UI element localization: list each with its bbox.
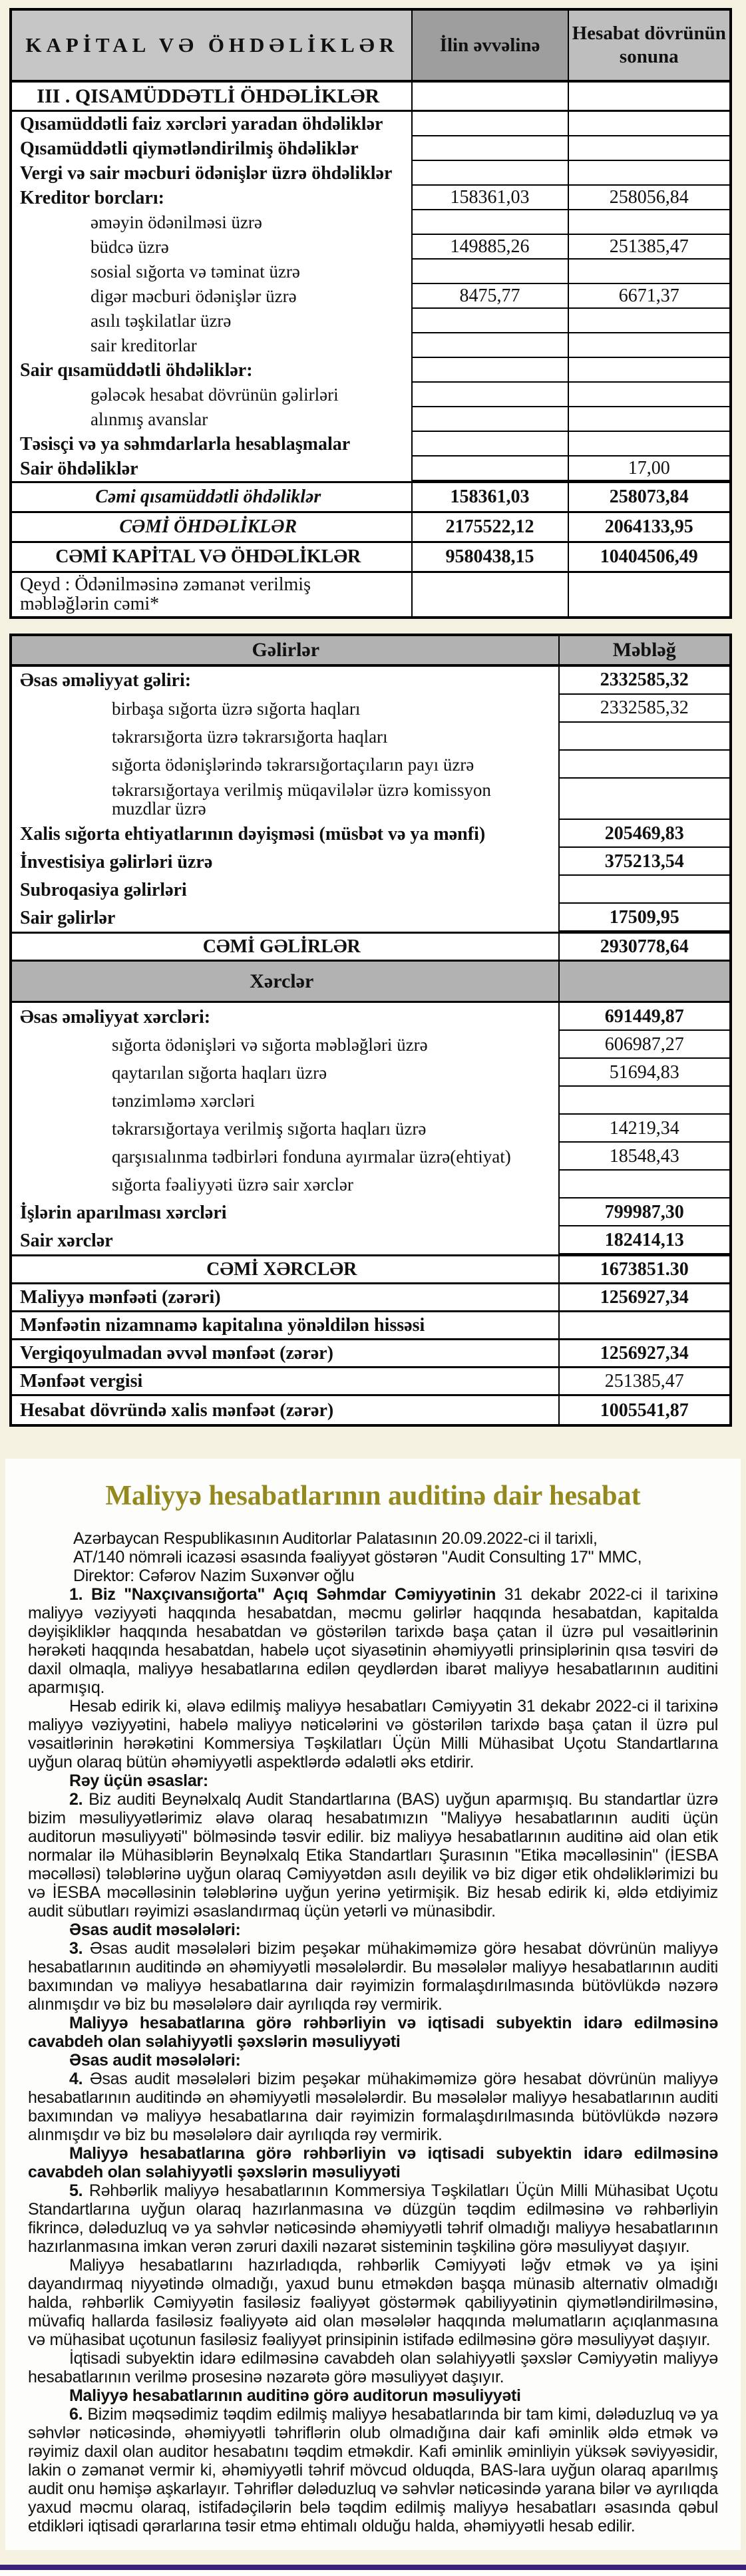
row-label: CƏMİ KAPİTAL VƏ ÖHDƏLİKLƏR bbox=[12, 543, 413, 573]
row-label: təkrarsığortaya verilmiş sığorta haqları üzrə bbox=[12, 1115, 560, 1143]
row-value-period-end: 258056,84 bbox=[569, 186, 729, 210]
table-row bbox=[12, 186, 729, 210]
table-row bbox=[12, 573, 729, 616]
row-label: sosial sığorta və təminat üzrə bbox=[12, 260, 413, 284]
row-value-amount bbox=[560, 1171, 729, 1198]
report-paragraph: Maliyyə hesabatlarına görə rəhbərliyin və iqtisadi subyektin idarə edilməsinə cavabdeh olan səlahiyyətli şəxslərin məsuliyyəti bbox=[28, 2014, 718, 2052]
table-row bbox=[12, 723, 729, 751]
row-label: İnvestisiya gəlirləri üzrə bbox=[12, 848, 560, 876]
row-label: Subroqasiya gəlirləri bbox=[12, 876, 560, 904]
row-label: Sair xərclər bbox=[12, 1226, 560, 1254]
row-value-year-begin bbox=[413, 432, 569, 457]
table-row bbox=[12, 1284, 729, 1312]
row-value-period-end bbox=[569, 83, 729, 112]
report-paragraph: Hesab edirik ki, əlavə edilmiş maliyyə hesabatları Cəmiyyətin 31 dekabr 2022-ci il tarixinə maliyyə vəziyyətini, habelə maliyyə nəticələrini və göstərilən tarixdə başa çatan il üzrə pul vəsaitlərinin hərəkətini Kommersiya Təşkilatları Üçün Milli Mühasibat Uçotu Standartlarına uyğun olaraq bütün əhəmiyyətli aspektlərdə ədalətli əks etdirir. bbox=[28, 1697, 718, 1772]
audit-report-section bbox=[5, 1459, 741, 2550]
row-value-amount: 691449,87 bbox=[560, 1003, 729, 1031]
row-value-period-end bbox=[569, 210, 729, 235]
row-value-year-begin: 8475,77 bbox=[413, 284, 569, 309]
row-label: Əsas əməliyyat xərcləri: bbox=[12, 1003, 560, 1031]
table-row bbox=[12, 695, 729, 723]
row-value-year-begin bbox=[413, 573, 569, 616]
report-paragraph: Əsas audit məsələləri: bbox=[69, 2051, 241, 2070]
table-row bbox=[12, 1087, 729, 1115]
row-label: CƏMİ ÖHDƏLİKLƏR bbox=[12, 513, 413, 543]
capital-table-header-row bbox=[12, 11, 729, 83]
table-row bbox=[12, 932, 729, 962]
row-label: Hesabat dövründə xalis mənfəət (zərər) bbox=[12, 1396, 560, 1424]
bottom-margin bbox=[0, 2570, 746, 2576]
row-label: Qısamüddətli qiymətləndirilmiş öhdəliklər bbox=[12, 136, 413, 161]
table-row bbox=[12, 1226, 729, 1254]
row-label: Cəmi qısamüddətli öhdəliklər bbox=[12, 483, 413, 513]
table-row bbox=[12, 309, 729, 333]
row-value-amount: 606987,27 bbox=[560, 1031, 729, 1059]
table-row bbox=[12, 848, 729, 876]
income-table-title: Gəlirlər bbox=[12, 636, 560, 664]
row-value-amount: 251385,47 bbox=[560, 1368, 729, 1396]
column-header-period-end: Hesabat dövrünün sonuna bbox=[569, 11, 729, 80]
row-value-year-begin bbox=[413, 333, 569, 358]
row-value-period-end bbox=[569, 573, 729, 616]
row-label: Təsisçi və ya səhmdarlarla hesablaşmalar bbox=[12, 432, 413, 457]
row-label: İşlərin aparılması xərcləri bbox=[12, 1198, 560, 1226]
row-label: Qısamüddətli faiz xərcləri yaradan öhdəliklər bbox=[12, 112, 413, 136]
row-label: Xərclər bbox=[12, 962, 560, 1003]
report-paragraph: 3. Əsas audit məsələləri bizim peşəkar mühakiməmizə görə hesabat dövrünün maliyyə hesabatlarının auditində ən əhəmiyyətli məsələlərdir. Bu məsələlər maliyyə hesabatlarının auditi baxımından və maliyyə hesabatlarına dair rəyimizin formalaşdırılmasında bütövlükdə nəzərə alınmışdır və biz bu məsələlərə dair ayrılıqda rəy vermirik. bbox=[28, 1939, 718, 2014]
row-value-period-end: 258073,84 bbox=[569, 483, 729, 513]
row-label: Mənfəətin nizamnamə kapitalına yönəldilən hissəsi bbox=[12, 1312, 560, 1340]
row-label: sığorta fəaliyyəti üzrə sair xərclər bbox=[12, 1171, 560, 1198]
row-value-amount: 1673851.30 bbox=[560, 1256, 729, 1284]
row-value-amount bbox=[560, 962, 729, 1003]
row-value-year-begin: 158361,03 bbox=[413, 186, 569, 210]
row-value-amount bbox=[560, 876, 729, 904]
report-paragraph: Direktor: Cəfərov Nazim Suxənvər oğlu bbox=[73, 1566, 355, 1586]
row-label: sığorta ödənişləri və sığorta məbləğləri üzrə bbox=[12, 1031, 560, 1059]
row-value-year-begin: 9580438,15 bbox=[413, 543, 569, 573]
table-row bbox=[12, 161, 729, 186]
row-label: Sair gəlirlər bbox=[12, 904, 560, 932]
row-value-period-end bbox=[569, 358, 729, 383]
row-value-amount: 1256927,34 bbox=[560, 1284, 729, 1312]
row-value-period-end: 6671,37 bbox=[569, 284, 729, 309]
row-value-year-begin bbox=[413, 260, 569, 284]
row-label: qarşısıalınma tədbirləri fonduna ayırmalar üzrə(ehtiyat) bbox=[12, 1143, 560, 1171]
row-value-year-begin: 149885,26 bbox=[413, 235, 569, 260]
table-row bbox=[12, 1171, 729, 1198]
table-row bbox=[12, 333, 729, 358]
row-value-year-begin: 2175522,12 bbox=[413, 513, 569, 543]
row-value-amount: 799987,30 bbox=[560, 1198, 729, 1226]
section-gap bbox=[0, 1427, 746, 1459]
table-row bbox=[12, 904, 729, 932]
report-paragraph: Maliyyə hesabatlarına görə rəhbərliyin və iqtisadi subyektin idarə edilməsinə cavabdeh olan səlahiyyətli şəxslərin məsuliyyəti bbox=[28, 2144, 718, 2182]
row-value-amount: 1005541,87 bbox=[600, 1399, 689, 1421]
report-title: Maliyyə hesabatlarının auditinə dair hesabat bbox=[105, 1481, 641, 1512]
report-paragraph: Maliyyə hesabatlarını hazırladıqda, rəhbərlik Cəmiyyəti ləğv etmək və ya işini dayandırmaq niyyətində olmadığı, yaxud bunu etməkdən başqa münasib alternativ olmadığı halda, rəhbərlik Cəmiyyətin fasiləsiz fəaliyyət göstərmək qabiliyyətinin qiymətləndirilməsinə, müvafiq hallarda fasiləsiz fəaliyyətə aid olan məsələlər haqqında məlumatların açıqlanmasına və mühasibat uçotunun fasiləsiz fəaliyyət prinsipinin istifadə edilməsinə görə məsuliyyət daşıyır. bbox=[28, 2256, 718, 2350]
row-value-period-end bbox=[569, 383, 729, 407]
row-value-amount: 205469,83 bbox=[560, 820, 729, 848]
row-value-amount: 1256927,34 bbox=[560, 1340, 729, 1368]
row-label: Qeyd : Ödənilməsinə zəmanət verilmiş məbləğlərin cəmi* bbox=[12, 573, 413, 616]
footer-accent-line bbox=[0, 2565, 746, 2570]
row-label: Maliyyə mənfəəti (zərəri) bbox=[12, 1284, 560, 1312]
row-value-amount: 17509,95 bbox=[560, 904, 729, 932]
row-value-period-end bbox=[569, 432, 729, 457]
table-row bbox=[12, 1198, 729, 1226]
row-value-year-begin bbox=[413, 210, 569, 235]
table-row bbox=[12, 513, 729, 543]
capital-liabilities-table bbox=[9, 8, 732, 619]
report-body bbox=[28, 1529, 718, 2535]
table-row bbox=[12, 407, 729, 432]
row-value-year-begin bbox=[413, 383, 569, 407]
row-label: qaytarılan sığorta haqları üzrə bbox=[12, 1059, 560, 1087]
table-row bbox=[12, 136, 729, 161]
row-value-period-end bbox=[569, 260, 729, 284]
row-value-year-begin bbox=[413, 309, 569, 333]
report-paragraph: 5. Rəhbərlik maliyyə hesabatlarının Kommersiya Təşkilatları Üçün Milli Mühasibat Uçotu Standartlarına uyğun olaraq hazırlanmasına və düzgün təqdim edilməsinə və rəhbərliyin fikrincə, dələduzluq və ya səhvlər nəticəsində əhəmiyyətli təhrif olmadığı maliyyə hesabatlarının hazırlanmasına imkan verən zəruri daxili nəzarət sisteminin təşkilinə görə məsuliyyət daşıyır. bbox=[28, 2181, 718, 2257]
table-row bbox=[12, 820, 729, 848]
row-label: əməyin ödənilməsi üzrə bbox=[12, 210, 413, 235]
row-value-amount bbox=[560, 1087, 729, 1115]
row-label: CƏMİ XƏRCLƏR bbox=[12, 1256, 560, 1284]
row-label: alınmış avanslar bbox=[12, 407, 413, 432]
row-value-amount bbox=[560, 1312, 729, 1340]
top-margin bbox=[0, 0, 746, 8]
table-row bbox=[12, 457, 729, 481]
row-value-period-end bbox=[569, 161, 729, 186]
row-value-period-end bbox=[569, 333, 729, 358]
row-value-period-end bbox=[569, 407, 729, 432]
row-label: Vergiqoyulmadan əvvəl mənfəət (zərər) bbox=[12, 1340, 560, 1368]
table-row bbox=[12, 1396, 729, 1424]
row-value-year-begin bbox=[413, 457, 569, 481]
row-label: III . QISAMÜDDƏTLİ ÖHDƏLİKLƏR bbox=[12, 83, 413, 112]
row-value-amount: 375213,54 bbox=[560, 848, 729, 876]
row-label: Kreditor borcları: bbox=[12, 186, 413, 210]
row-value-amount: 14219,34 bbox=[560, 1115, 729, 1143]
table-row bbox=[12, 481, 729, 513]
row-value-period-end: 2064133,95 bbox=[569, 513, 729, 543]
table-row bbox=[12, 1143, 729, 1171]
row-value-year-begin bbox=[413, 358, 569, 383]
row-value-amount: 2332585,32 bbox=[560, 695, 729, 723]
row-value-period-end bbox=[569, 112, 729, 136]
row-label: təkrarsığortaya verilmiş müqavilələr üzrə komissyon muzdlar üzrə bbox=[12, 779, 560, 821]
row-value-period-end bbox=[569, 136, 729, 161]
row-label: Sair öhdəliklər bbox=[12, 457, 413, 481]
row-value-year-begin bbox=[413, 407, 569, 432]
report-paragraph: Əsas audit məsələləri: bbox=[69, 1921, 241, 1940]
table-row bbox=[12, 1312, 729, 1340]
row-value-period-end: 251385,47 bbox=[569, 235, 729, 260]
row-value-amount bbox=[560, 723, 729, 751]
row-label: Mənfəət vergisi bbox=[12, 1368, 560, 1396]
table-row bbox=[12, 751, 729, 779]
table-row bbox=[12, 235, 729, 260]
report-paragraph: 1. Biz "Naxçıvansığorta" Açıq Səhmdar Cəmiyyətinin 31 dekabr 2022-ci il tarixinə maliyyə vəziyyəti haqqında hesabatdan, məcmu gəlirlər haqqında hesabatdan, kapitalda dəyişikliklər haqqında hesabatdan və göstərilən tarixdə başa çatan il üzrə pul vəsaitlərinin hərəkəti haqqında hesabatdan, habelə uçot siyasətinin əhəmiyyətli prinsiplərinin qısa təsviri də daxil olmaqla, maliyyə hesabatlarına edilən qeydlərdən ibarət maliyyə hesabatlarının auditini aparmışıq. bbox=[28, 1585, 719, 1698]
table-row bbox=[12, 1003, 729, 1031]
report-paragraph: 4. Əsas audit məsələləri bizim peşəkar mühakiməmizə görə hesabat dövrünün maliyyə hesabatlarının auditində ən əhəmiyyətli məsələlərdir. Bu məsələlər maliyyə hesabatlarının auditi baxımından və maliyyə hesabatlarına dair rəyimizin formalaşdırılmasında bütövlükdə nəzərə alınmışdır və biz bu məsələlərə dair ayrılıqda rəy vermirik. bbox=[28, 2070, 718, 2145]
row-value-year-begin bbox=[413, 161, 569, 186]
row-value-period-end bbox=[569, 309, 729, 333]
table-row bbox=[12, 284, 729, 309]
report-paragraph: 6. Bizim məqsədimiz təqdim edilmiş maliyyə hesabatlarında bir tam kimi, dələduzluq və ya səhvlər nəticəsində, əhəmiyyətli təhriflərin olub olmadığına dair kafi əminlik əldə etmək və rəyimiz daxil olan auditor hesabatını təqdim etməkdir. Kafi əminlik əminliyin yüksək səviyyəsidir, lakin o zəmanət vermir ki, əhəmiyyətli təhrif mövcud olduqda, BAS-lara uyğun olaraq aparılmış audit onu həmişə aşkarlayır. Təhriflər dələduzluq və səhvlər nəticəsində yarana bilər və ayrılıqda yaxud məcmu olaraq, istifadəçilərin belə təqdim edilmiş maliyyə hesabatları əsasında qəbul etdikləri iqtisadi qərarlarına təsir etmə ehtimalı olduğu halda, əhəmiyyətli hesab edilir. bbox=[28, 2405, 718, 2536]
table-gap bbox=[0, 619, 746, 634]
row-label: təkrarsığorta üzrə təkrarsığorta haqları bbox=[12, 723, 560, 751]
table-row bbox=[12, 1340, 729, 1368]
row-value-period-end: 17,00 bbox=[569, 457, 729, 481]
table-row bbox=[12, 358, 729, 383]
row-value-amount: 51694,83 bbox=[560, 1059, 729, 1087]
income-table-header-row bbox=[12, 636, 729, 667]
bottom-cream-strip bbox=[0, 2550, 746, 2565]
row-value-amount bbox=[560, 751, 729, 779]
row-value-amount: 2332585,32 bbox=[560, 667, 729, 695]
table-row bbox=[12, 210, 729, 235]
report-paragraph: AT/140 nömrəli icazəsi əsasında fəaliyyət göstərən "Audit Consulting 17" MMC, bbox=[73, 1548, 642, 1567]
row-label: gələcək hesabat dövrünün gəlirləri bbox=[12, 383, 413, 407]
row-label: büdcə üzrə bbox=[12, 235, 413, 260]
row-label: asılı təşkilatlar üzrə bbox=[12, 309, 413, 333]
row-value-period-end: 10404506,49 bbox=[569, 543, 729, 573]
table-row bbox=[12, 432, 729, 457]
table-row bbox=[12, 1115, 729, 1143]
table-row bbox=[12, 962, 729, 1003]
table-row bbox=[12, 876, 729, 904]
report-paragraph: Maliyyə hesabatlarının auditinə görə auditorun məsuliyyəti bbox=[69, 2386, 521, 2406]
row-value-amount: 18548,43 bbox=[560, 1143, 729, 1171]
row-label: birbaşa sığorta üzrə sığorta haqları bbox=[12, 695, 560, 723]
row-value-amount: 182414,13 bbox=[560, 1226, 729, 1254]
row-label: Sair qısamüddətli öhdəliklər: bbox=[12, 358, 413, 383]
table-row bbox=[12, 383, 729, 407]
column-header-year-begin: İlin əvvəlinə bbox=[413, 11, 569, 80]
row-value-year-begin bbox=[413, 83, 569, 112]
row-label: Xalis sığorta ehtiyatlarının dəyişməsi (müsbət və ya mənfi) bbox=[12, 820, 560, 848]
table-row bbox=[12, 1368, 729, 1396]
table-row bbox=[12, 112, 729, 136]
row-value-amount: 2930778,64 bbox=[560, 934, 729, 962]
table-row bbox=[12, 667, 729, 695]
table-row bbox=[12, 1031, 729, 1059]
row-value-year-begin bbox=[413, 136, 569, 161]
row-label: sığorta ödənişlərində təkrarsığortaçıların payı üzrə bbox=[12, 751, 560, 779]
report-paragraph: İqtisadi subyektin idarə edilməsinə cavabdeh olan səlahiyyətli şəxslər Cəmiyyətin maliyyə hesabatlarının verilmə prosesinə nəzarətə görə məsuliyyət daşıyır. bbox=[28, 2349, 718, 2387]
row-value-year-begin bbox=[413, 112, 569, 136]
column-header-amount: Məbləğ bbox=[560, 636, 729, 664]
table-row bbox=[12, 260, 729, 284]
table-row bbox=[12, 1059, 729, 1087]
row-label: CƏMİ GƏLİRLƏR bbox=[12, 934, 560, 962]
table-row bbox=[12, 543, 729, 573]
income-expense-table bbox=[9, 634, 732, 1427]
row-label: tənzimləmə xərcləri bbox=[12, 1087, 560, 1115]
capital-table-title: KAPİTAL VƏ ÖHDƏLİKLƏR bbox=[12, 11, 413, 80]
row-value-year-begin: 158361,03 bbox=[413, 483, 569, 513]
report-paragraph: 2. Biz auditi Beynəlxalq Audit Standartlarına (BAS) uyğun aparmışıq. Bu standartlar üzrə bizim məsuliyyətlərimiz əlavə olaraq hesabatımızın "Maliyyə hesabatlarının auditi üçün auditorun məsuliyyəti" bölməsində təsvir edilir. biz maliyyə hesabatlarının auditinə aid olan etik normalar ilə Mühasiblərin Beynəlxalq Etika Standartları Şurasının "Etika məcəlləsinin" (İESBA məcəlləsi) tələblərinə uyğun olaraq Cəmiyyətdən asılı deyilik və biz digər etik ohdəliklərimizi bu və İESBA məcəlləsinin tələblərinə uyğun yerinə yetirmişik. Biz hesab edirik ki, əldə etdiyimiz audit sübutları rəyimizi əsaslandırmaq üçün yetərli və münasibdir. bbox=[28, 1790, 718, 1921]
report-paragraph: Azərbaycan Respublikasının Auditorlar Palatasının 20.09.2022-ci il tarixli, bbox=[73, 1529, 598, 1549]
row-label: Əsas əməliyyat gəliri: bbox=[12, 667, 560, 695]
table-row bbox=[12, 1254, 729, 1284]
row-label: Vergi və sair məcburi ödənişlər üzrə öhdəliklər bbox=[12, 161, 413, 186]
table-row bbox=[12, 779, 729, 821]
table-row bbox=[12, 83, 729, 112]
row-label: digər məcburi ödənişlər üzrə bbox=[12, 284, 413, 309]
row-label: sair kreditorlar bbox=[12, 333, 413, 358]
row-value-amount bbox=[560, 779, 729, 821]
report-paragraph: Rəy üçün əsaslar: bbox=[69, 1771, 208, 1791]
